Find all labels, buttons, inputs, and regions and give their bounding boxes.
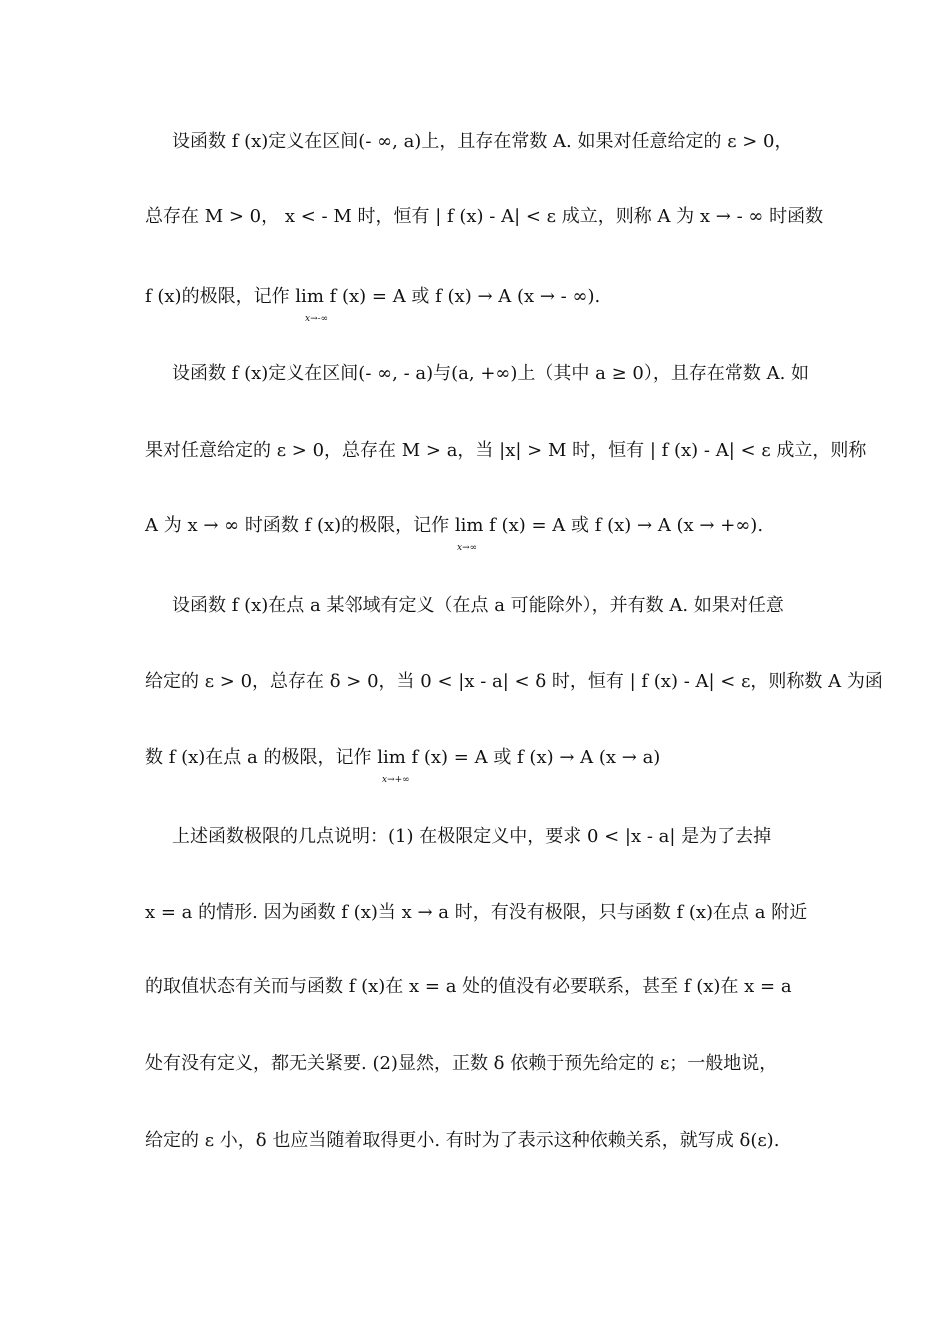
paragraph-3-line-2: 给定的 ε > 0，总存在 δ > 0，当 0 < |x - a| < δ 时，恒有 | f (x) - A| < ε，则称数 A 为函 [145, 671, 883, 692]
limit-subscript-3: x→+∞ [382, 775, 410, 785]
paragraph-3-line-3-text: 数 f (x)在点 a 的极限，记作 lim f (x) = A 或 f (x) → A (x → a) [145, 747, 661, 768]
paragraph-1-line-3 [145, 283, 805, 324]
paragraph-1-line-1: 设函数 f (x)定义在区间(- ∞, a)上，且存在常数 A. 如果对任意给定的 ε > 0， [172, 131, 793, 152]
paragraph-3-line-1: 设函数 f (x)在点 a 某邻域有定义（在点 a 可能除外），并有数 A. 如果对任意 [172, 595, 784, 616]
paragraph-2-line-3-text: A 为 x → ∞ 时函数 f (x)的极限，记作 lim f (x) = A 或 f (x) → A (x → +∞). [145, 515, 764, 536]
paragraph-1-line-3-text: f (x)的极限，记作 lim f (x) = A 或 f (x) → A (x → - ∞). [145, 286, 601, 307]
paragraph-4-line-2: x = a 的情形. 因为函数 f (x)当 x → a 时，有没有极限，只与函数 f (x)在点 a 附近 [145, 902, 808, 923]
paragraph-1-line-2: 总存在 M > 0， x < - M 时，恒有 | f (x) - A| < ε 成立，则称 A 为 x → - ∞ 时函数 [145, 206, 824, 227]
paragraph-2-line-1: 设函数 f (x)定义在区间(- ∞, - a)与(a, +∞)上（其中 a ≥ 0），且存在常数 A. 如 [172, 363, 810, 384]
limit-subscript-2: x→∞ [457, 543, 478, 553]
paragraph-2-line-2: 果对任意给定的 ε > 0，总存在 M > a，当 |x| > M 时，恒有 | f (x) - A| < ε 成立，则称 [145, 440, 867, 461]
paragraph-4-line-1: 上述函数极限的几点说明：(1) 在极限定义中，要求 0 < |x - a| 是为了去掉 [172, 826, 772, 847]
paragraph-3-line-3 [145, 744, 805, 785]
paragraph-2-line-3 [145, 512, 805, 553]
paragraph-4-line-5: 给定的 ε 小，δ 也应当随着取得更小. 有时为了表示这种依赖关系，就写成 δ(ε). [145, 1130, 780, 1151]
paragraph-4-line-3: 的取值状态有关而与函数 f (x)在 x = a 处的值没有必要联系，甚至 f (x)在 x = a [145, 976, 792, 997]
limit-subscript-1: x→-∞ [305, 314, 329, 324]
paragraph-4-line-4: 处有没有定义，都无关紧要. (2)显然，正数 δ 依赖于预先给定的 ε；一般地说， [145, 1053, 778, 1074]
